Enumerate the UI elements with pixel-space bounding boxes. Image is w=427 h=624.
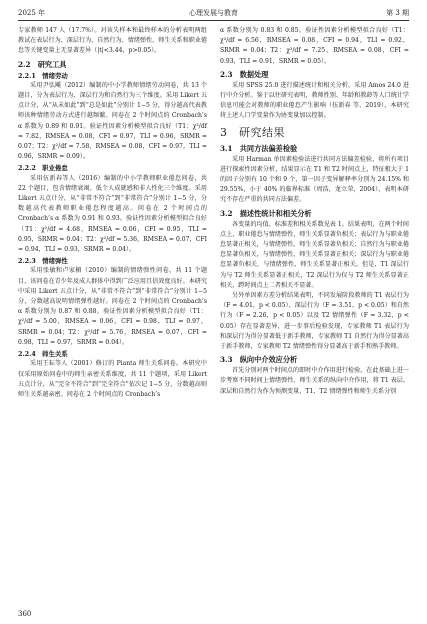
paragraph: 专家教师 147 人（17.7%）。对该失样本和最终样本的分析表明两组教试在表层行为、深层行为、自然行为、情绪弹性、师生关系和职业倦怠等关键变量上无显著差异（|t|<3.44，p>0.05）。 <box>18 27 207 55</box>
paragraph: 首先分别对两个时间点的即时中介作用进行检验，在此基础上进一步考察不同时间上情绪弹性、师生关系的纵向中介作用，将 T1 表层、深层和自然行为作为预测变量，T1、T2 情绪弹性和师生关系分别 <box>220 367 409 395</box>
subsection-heading: 2.2 研究工具 <box>18 59 67 69</box>
section-heading: 3 研究结果 <box>220 125 285 139</box>
paragraph: 采用 SPSS 25.0 进行描述统计和相关分析，采用 Amos 24.0 进行中介分析。鉴于以往研究表明，教师性别、年龄和教龄等人口统计学信息可能会对教师的职业倦怠产生影响（伍新春 等，2019），本研究将上述人口学变量作为协变量加以控制。 <box>220 81 409 120</box>
page-header <box>18 7 409 19</box>
right-text-column <box>220 26 409 397</box>
paragraph: α 系数分别为 0.83 和 0.85。验证性因素分析模型拟合良好（T1：χ²/df = 6.56，RMSEA = 0.08，CFI = 0.94，TLI = 0.92，SRMR = 0.04；T2：χ²/df = 7.25，RMSEA = 0.08，CFI = 0.93，TLI = 0.91，SRMR = 0.05）。 <box>220 27 409 65</box>
header-year: 2025 年 <box>18 9 46 17</box>
paragraph: 各变量的均值、标准差和相关系数见表 1。结果表明，在两个时间点上，职业倦怠与情绪弹性、师生关系显著负相关；表层行为与职业倦怠显著正相关，与情绪弹性、师生关系显著负相关；自然行为与职业倦怠显著负相关，与情绪弹性、师生关系显著正相关；深层行为与职业倦怠显著负相关，与情绪弹性、师生关系显著正相关。但是，T1 深层行为与 T2 师生关系显著正相关，T2 深层行为仅与 T2 师生关系显著正相关，跨时间点上二者相关不显著。 <box>220 220 409 289</box>
header-issue: 第 3 期 <box>386 9 409 17</box>
subsection-heading: 2.3 数据处理 <box>220 69 269 79</box>
subsection-heading: 3.3 纵向中介效应分析 <box>220 355 298 365</box>
paragraph: 采用伍新春等人（2016）编制的中小学教师职业倦怠问卷，共 22 个题目，包含情绪衰竭、低个人成就感和非人性化三个维度。采用 Likert 五点计分，从“非常不符合”到“非常符合”分别计 1−5 分，分数越高代表教师职业倦怠程度越高。问卷在 2 个时间点的 Cronbach’s α 系数为 0.91 和 0.93。验证性因素分析模型拟合良好（T1：χ²/df = 4.68，RMSEA = 0.06，CFI = 0.95，TLI = 0.95，SRMR = 0.04；T2：χ²/df = 5.36，RMSEA = 0.07，CFI = 0.94，TLI = 0.93，SRMR = 0.04）。 <box>18 174 207 254</box>
paragraph: 采用张敏和卢家楣（2010）编制的情绪弹性问卷，共 11 个题目，该问卷在青少年及成人群体中得到广泛应用且信效度良好。本研究中采用 Likert 五点计分，从“非常不符合”到“非常符合”分别计 1−5 分，分数越高说明情绪弹性越好。问卷在 2 个时间点的 Cronbach’s α 系数分别为 0.87 和 0.88。验证性因素分析模型拟合良好（T1：χ²/df = 5.00，RMSEA = 0.06，CFI = 0.98，TLI = 0.97，SRMR = 0.04；T2：χ²/df = 5.76，RMSEA = 0.07，CFI = 0.98，TLI = 0.97，SRMR = 0.04）。 <box>18 267 207 346</box>
paragraph: 采用尹弘飚（2012）编制的中小学教师情绪劳动问卷，共 13 个题目，分为表层行为、深层行为和自然行为三个维度。采用 Likert 五点计分，从“从未如此”到“总是如此”分别计 1−5 分，得分越高代表教师该种情绪劳动方式进行越频繁。问卷在 2 个时间点的 Cronbach’s α 系数为 0.89 和 0.91。验证性因素分析模型拟合良好（T1：χ²/df = 7.82，RMSEA = 0.08，CFI = 0.97，TLI = 0.96，SRMR = 0.07；T2：χ²/df = 7.58，RMSEA = 0.08，CFI = 0.97，TLI = 0.96，SRMR = 0.09）。 <box>18 81 207 161</box>
subsubsection-heading: 2.2.3 情绪弹性 <box>18 257 68 266</box>
subsubsection-heading: 2.2.1 情绪劳动 <box>18 71 68 80</box>
subsection-heading: 3.2 描述性统计和相关分析 <box>220 208 312 218</box>
paragraph: 采用王耘等人（2001）修订的 Pianta 师生关系问卷。本研究中仅采用原始问卷中的师生亲密关系维度，共 11 个题项，采用 Likert 五点计分，从“完全不符合”到“完全符合”依次记 1−5 分，分数越高则师生关系越亲密。问卷在 2 个时间点的 Cronbach’s <box>18 360 207 398</box>
header-journal-title: 心理发展与教育 <box>189 9 238 17</box>
header-divider <box>18 20 409 21</box>
paragraph: 采用 Harman 单因素检验法进行共同方法偏差检验，将所有项目进行探索性因素分析，结果显示在 T1 和 T2 时间点上，特征根大于 1 的因子分别有 10 个和 9 个，第一因子变异解释率分别为 24.15% 和 29.55%，小于 40% 的临界标准（周浩，龙立荣，2004），表明本研究不存在严重的共同方法偏差。 <box>220 155 409 204</box>
subsubsection-heading: 2.2.2 职业倦怠 <box>18 164 68 173</box>
paragraph: 另外单因素方差分析结果表明，不同发展阶段教师的 T1 表层行为（F = 4.01，p < 0.05）、深层行为（F = 3.51，p < 0.05）和自然行为（F = 2.26，p < 0.05）以及 T2 情绪弹性（F = 3.32，p < 0.05）存在显著差异，进一步事后检验发现，专家教师 T1 表层行为和深层行为得分显著低于新手教师，专家教师 T1 自然行为得分显著高于新手教师，专家教师 T2 情绪弹性得分显著高于新手和熟手教师。 <box>220 292 409 351</box>
page-number: 360 <box>18 610 32 618</box>
subsection-heading: 3.1 共同方法偏差检验 <box>220 143 298 153</box>
left-text-column <box>18 26 207 400</box>
subsubsection-heading: 2.2.4 师生关系 <box>18 350 68 359</box>
